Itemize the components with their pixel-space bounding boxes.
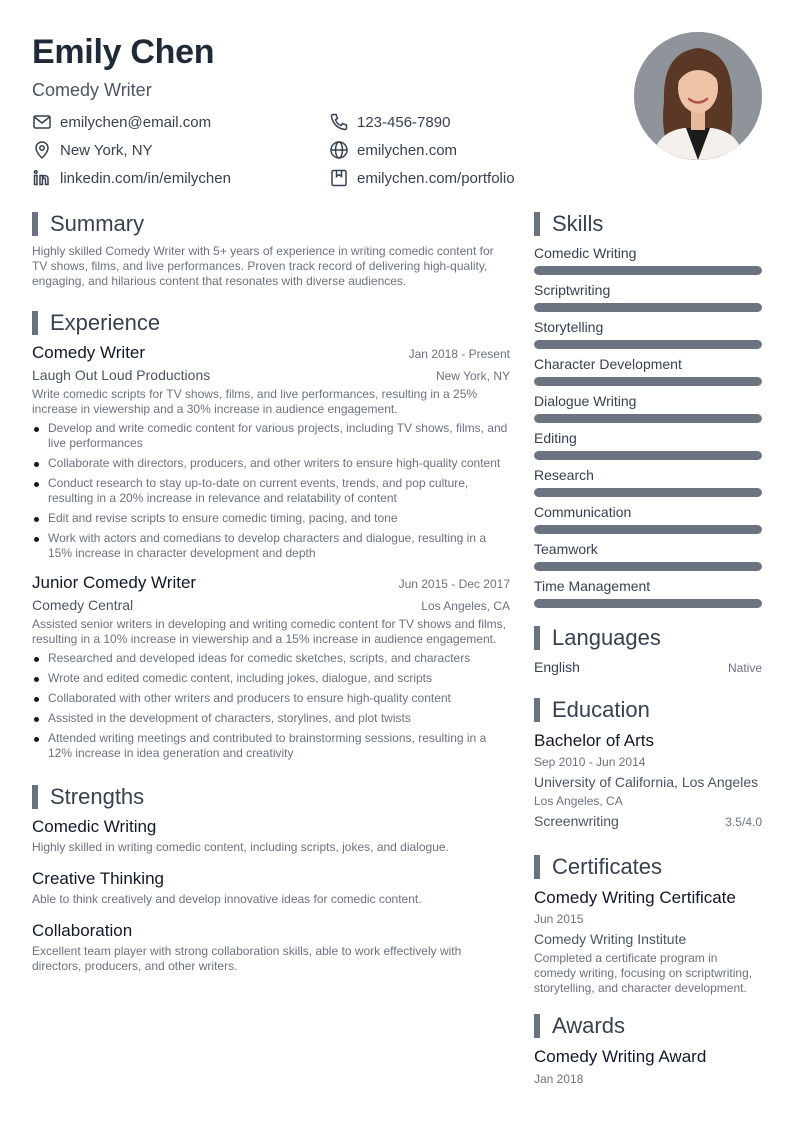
- job-location: New York, NY: [435, 369, 510, 383]
- skills-heading: [534, 210, 762, 238]
- language-name: English: [534, 659, 580, 675]
- strength-text: Able to think creatively and develop innovative ideas for comedic content.: [32, 892, 422, 906]
- skill-item: [534, 577, 762, 608]
- skills-heading-text: Skills: [552, 211, 604, 236]
- profile-photo: [634, 32, 762, 160]
- job-position: Comedy Writer: [32, 343, 146, 362]
- job-dates: Jun 2015 - Dec 2017: [398, 577, 510, 591]
- strength-text: Excellent team player with strong collaboration skills, able to work effectively with directors, producers, and other writers.: [32, 944, 462, 973]
- linkedin-icon: [32, 168, 52, 188]
- strength-title: Creative Thinking: [32, 869, 164, 888]
- job-entry: [32, 573, 510, 761]
- skill-level-bar: [534, 266, 762, 275]
- list-item: Develop and write comedic content for various projects, including TV shows, films, and live performances: [32, 421, 510, 451]
- skill-level-fill: [534, 377, 762, 386]
- job-entry: [32, 343, 510, 561]
- education-location: Los Angeles, CA: [534, 794, 623, 808]
- strength-title: Comedic Writing: [32, 817, 157, 836]
- skill-level-fill: [534, 266, 762, 275]
- strength-title: Collaboration: [32, 921, 133, 940]
- contact-location: [32, 139, 329, 161]
- education-gpa: 3.5/4.0: [725, 815, 762, 829]
- job-company: Laugh Out Loud Productions: [32, 367, 211, 383]
- skill-item: [534, 355, 762, 386]
- strengths-heading-text: Strengths: [50, 784, 145, 809]
- job-location: Los Angeles, CA: [421, 599, 510, 613]
- job-header: [32, 573, 510, 593]
- education-heading-text: Education: [552, 697, 650, 722]
- list-item: Conduct research to stay up-to-date on current events, trends, and pop culture, resulting in a 20% increase in relevance and relatability of content: [32, 476, 510, 506]
- list-item: Work with actors and comedians to develop characters and dialogue, resulting in a 15% increase in character development and depth: [32, 531, 510, 561]
- experience-heading: [32, 309, 510, 337]
- summary-heading: [32, 210, 510, 238]
- skill-item: [534, 281, 762, 312]
- strengths-heading: [32, 783, 510, 811]
- skill-item: [534, 429, 762, 460]
- portfolio-icon: [329, 168, 349, 188]
- header: [32, 30, 592, 102]
- contact-website[interactable]: [329, 139, 592, 161]
- summary-text: Highly skilled Comedy Writer with 5+ years of experience in writing comedic content for TV shows, films, and live performances. Proven track record of delivering high-quality, engaging, and hilarious content that resonates with diverse audiences.: [32, 244, 494, 288]
- list-item: Collaborated with other writers and producers to ensure high-quality content: [32, 691, 510, 706]
- contact-website-text: emilychen.com: [357, 141, 458, 159]
- contact-phone[interactable]: [329, 111, 592, 133]
- certificate-title: Comedy Writing Certificate: [534, 888, 736, 907]
- education-field: Screenwriting: [534, 813, 619, 829]
- heading-accent-bar: [32, 212, 38, 236]
- strength-text: Highly skilled in writing comedic content, including scripts, jokes, and dialogue.: [32, 840, 449, 854]
- certificates-heading: [534, 853, 762, 881]
- sidebar-column: [534, 210, 762, 1086]
- summary-heading-text: Summary: [50, 211, 145, 236]
- skill-item: [534, 466, 762, 497]
- job-dates: Jan 2018 - Present: [408, 347, 510, 361]
- phone-icon: [329, 112, 349, 132]
- contact-linkedin[interactable]: [32, 167, 329, 189]
- skill-name: Research: [534, 467, 594, 483]
- skill-level-fill: [534, 599, 762, 608]
- contact-location-text: New York, NY: [60, 141, 153, 159]
- certificate-date: Jun 2015: [534, 912, 584, 926]
- awards-heading: [534, 1012, 762, 1040]
- contact-linkedin-text: linkedin.com/in/emilychen: [60, 169, 231, 187]
- skill-level-fill: [534, 340, 762, 349]
- list-item: Collaborate with directors, producers, and other writers to ensure high-quality content: [32, 456, 510, 471]
- skill-level-fill: [534, 488, 762, 497]
- mail-icon: [32, 112, 52, 132]
- contact-portfolio[interactable]: [329, 167, 592, 189]
- candidate-name: Emily Chen: [32, 33, 215, 71]
- skill-level-bar: [534, 525, 762, 534]
- heading-accent-bar: [534, 626, 540, 650]
- skill-level-bar: [534, 488, 762, 497]
- language-item: [534, 658, 762, 676]
- language-level: Native: [727, 661, 762, 675]
- skill-item: [534, 318, 762, 349]
- skill-level-fill: [534, 414, 762, 423]
- skill-level-bar: [534, 451, 762, 460]
- skill-name: Scriptwriting: [534, 282, 611, 298]
- skill-level-fill: [534, 451, 762, 460]
- skill-name: Storytelling: [534, 319, 604, 335]
- list-item: Edit and revise scripts to ensure comedic timing, pacing, and tone: [32, 511, 510, 526]
- award-title: Comedy Writing Award: [534, 1047, 707, 1066]
- job-bullets: [32, 651, 510, 761]
- job-company: Comedy Central: [32, 597, 134, 613]
- list-item: Researched and developed ideas for comedic sketches, scripts, and characters: [32, 651, 510, 666]
- job-bullets: [32, 421, 510, 561]
- certificate-description: Completed a certificate program in comedy writing, focusing on scriptwriting, storytelling, and character development.: [534, 951, 753, 995]
- skill-level-bar: [534, 303, 762, 312]
- list-item: Wrote and edited comedic content, including jokes, dialogue, and scripts: [32, 671, 510, 686]
- contact-email[interactable]: [32, 111, 329, 133]
- skill-name: Teamwork: [534, 541, 598, 557]
- skill-level-bar: [534, 340, 762, 349]
- heading-accent-bar: [534, 855, 540, 879]
- skill-name: Comedic Writing: [534, 245, 637, 261]
- awards-heading-text: Awards: [552, 1013, 625, 1038]
- job-position: Junior Comedy Writer: [32, 573, 197, 592]
- skill-level-fill: [534, 303, 762, 312]
- globe-icon: [329, 140, 349, 160]
- skill-level-bar: [534, 377, 762, 386]
- skill-item: [534, 503, 762, 534]
- strength-item: [32, 869, 510, 907]
- strength-item: [32, 817, 510, 855]
- education-school: University of California, Los Angeles: [534, 774, 759, 790]
- heading-accent-bar: [534, 698, 540, 722]
- skill-item: [534, 244, 762, 275]
- job-subheader: [32, 367, 510, 383]
- skill-name: Communication: [534, 504, 632, 520]
- languages-heading-text: Languages: [552, 625, 661, 650]
- education-degree: Bachelor of Arts: [534, 731, 655, 750]
- job-description: Assisted senior writers in developing and writing comedic content for TV shows and films, resulting in a 10% increase in viewership and a 15% increase in audience engagement.: [32, 617, 506, 646]
- heading-accent-bar: [32, 311, 38, 335]
- list-item: Assisted in the development of characters, storylines, and plot twists: [32, 711, 510, 726]
- contact-list: [32, 111, 592, 189]
- skill-name: Character Development: [534, 356, 682, 372]
- list-item: Attended writing meetings and contributed to brainstorming sessions, resulting in a 12% increase in idea generation and creativity: [32, 731, 510, 761]
- skill-level-bar: [534, 562, 762, 571]
- contact-phone-text: 123-456-7890: [357, 113, 451, 131]
- contact-portfolio-text: emilychen.com/portfolio: [357, 169, 515, 187]
- education-heading: [534, 696, 762, 724]
- skill-level-fill: [534, 562, 762, 571]
- skill-name: Time Management: [534, 578, 651, 594]
- strength-item: [32, 921, 510, 974]
- heading-accent-bar: [32, 785, 38, 809]
- certificates-heading-text: Certificates: [552, 854, 663, 879]
- skill-level-fill: [534, 525, 762, 534]
- skill-name: Dialogue Writing: [534, 393, 637, 409]
- skill-item: [534, 540, 762, 571]
- skill-item: [534, 392, 762, 423]
- languages-heading: [534, 624, 762, 652]
- job-header: [32, 343, 510, 363]
- skill-level-bar: [534, 414, 762, 423]
- location-icon: [32, 140, 52, 160]
- job-subheader: [32, 597, 510, 613]
- award-date: Jan 2018: [534, 1072, 584, 1086]
- education-field-row: [534, 813, 762, 829]
- heading-accent-bar: [534, 212, 540, 236]
- education-dates: Sep 2010 - Jun 2014: [534, 755, 646, 769]
- experience-heading-text: Experience: [50, 310, 161, 335]
- skills-list: [534, 244, 762, 608]
- skill-level-bar: [534, 599, 762, 608]
- contact-email-text: emilychen@email.com: [60, 113, 212, 131]
- skill-name: Editing: [534, 430, 577, 446]
- job-title: Comedy Writer: [32, 80, 152, 100]
- portrait-image: [634, 32, 762, 160]
- job-description: Write comedic scripts for TV shows, films, and live performances, resulting in a 25% increase in viewership and a 30% increase in audience engagement.: [32, 387, 478, 416]
- main-column: [32, 210, 510, 974]
- certificate-issuer: Comedy Writing Institute: [534, 931, 687, 947]
- heading-accent-bar: [534, 1014, 540, 1038]
